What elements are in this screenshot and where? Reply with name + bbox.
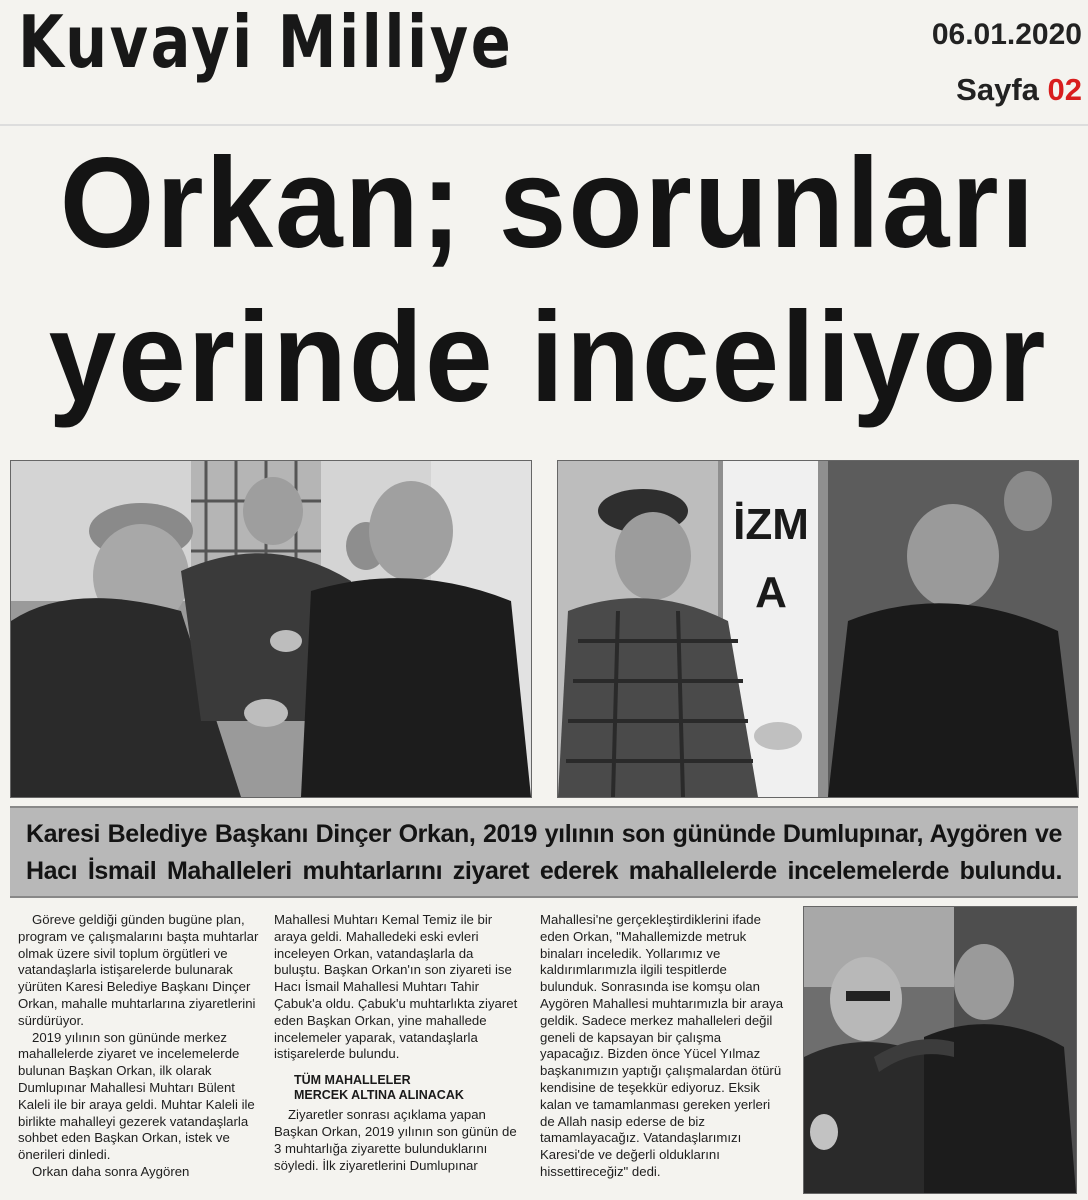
- headline-line-1: Orkan; sorunları: [59, 132, 1037, 275]
- news-photo-greeting: [803, 906, 1077, 1194]
- page-label: Sayfa: [956, 72, 1039, 107]
- article-column-1: [18, 912, 264, 1181]
- headline: [18, 132, 1078, 429]
- article-column-2: [274, 912, 520, 1174]
- page-indicator: [956, 72, 1082, 108]
- article-column-3: [540, 912, 786, 1181]
- subheading-line-2: MERCEK ALTINA ALINACAK: [294, 1088, 464, 1103]
- paragraph: Mahallesi Muhtarı Kemal Temiz ile bir araya geldi. Mahalledeki eski evleri inceleyen Orkan, vatandaşlarla da buluştu. Başkan Orkan'ın son ziyareti ise Hacı İsmail Mahallesi Muhtarı Tahir Çabuk'a oldu. Çabuk'u muhtarlıkta ziyaret eden Başkan Orkan, yine mahallede incelemeler yaparak, vatandaşlarla istişarelerde bulundu.: [274, 912, 518, 1062]
- masthead-logo: Kuvayi Milliye: [18, 0, 514, 84]
- page-number: 02: [1047, 72, 1082, 107]
- header-divider: [0, 124, 1088, 126]
- paragraph: 2019 yılının son gününde merkez mahallelerde ziyaret ve incelemelerde bulunan Başkan Orkan, ilk olarak Dumlupınar Mahallesi Muhtarı Bülent Kaleli ile bir araya geldi. Muhtar Kaleli ile birlikte mahalleyi gezerek vatandaşlarla sohbet eden Başkan Orkan, istek ve önerileri dinledi.: [18, 1029, 255, 1163]
- photo-caption: Karesi Belediye Başkanı Dinçer Orkan, 2019 yılının son gününde Dumlupınar, Aygören ve Hacı İsmail Mahalleleri muhtarlarını ziyaret ederek mahallelerde incelemelerde bulundu.: [10, 806, 1078, 898]
- paragraph: Ziyaretler sonrası açıklama yapan Başkan Orkan, 2019 yılının son günün de 3 muhtarlığa ziyarette bulunduklarını söyledi. İlk ziyaretlerini Dumlupınar: [274, 1107, 517, 1173]
- headline-line-2: yerinde inceliyor: [48, 286, 1048, 429]
- paragraph: Mahallesi'ne gerçekleştirdiklerini ifade eden Orkan, "Mahallemizde metruk binaları inceledik. Yollarımız ve kaldırımlarımızla ilgili tespitlerde bulunduk. Sonrasında ise komşu olan Aygören Mahallesi muhtarımızla bir araya geldik. Sadece merkez mahalleleri değil geneli de kapsayan bir çalışma yapacağız. Bizden önce Yücel Yılmaz başkanımızın yaptığı çalışmalardan ötürü kendisine de teşekkür ediyoruz. Eksik kalan ve tamamlanması gereken yerleri de Allah nasip ederse de biz tamamlayacağız. Vatandaşlarımızı Karesi'de ve değerli olduklarını hissettireceğiz" dedi.: [540, 912, 784, 1179]
- paragraph: Orkan daha sonra Aygören: [32, 1163, 190, 1179]
- subheading: [294, 1073, 520, 1103]
- publication-date: 06.01.2020: [931, 18, 1082, 51]
- paragraph: Göreve geldiği günden bugüne plan, program ve çalışmalarını başta muhtarlar olmak üzere sivil toplum örgütleri ve vatandaşlarla istişarelerde bulunarak yürüten Karesi Belediye Başkanı Dinçer Orkan, mahalle muhtarlarına ziyaretlerini sürdürüyor.: [18, 912, 259, 1028]
- subheading-line-1: TÜM MAHALLELER: [294, 1073, 411, 1088]
- news-photo-handshake-left: [10, 460, 532, 798]
- shop-sign-letters: İZMA: [733, 500, 809, 617]
- news-photo-handshake-right: [557, 460, 1079, 798]
